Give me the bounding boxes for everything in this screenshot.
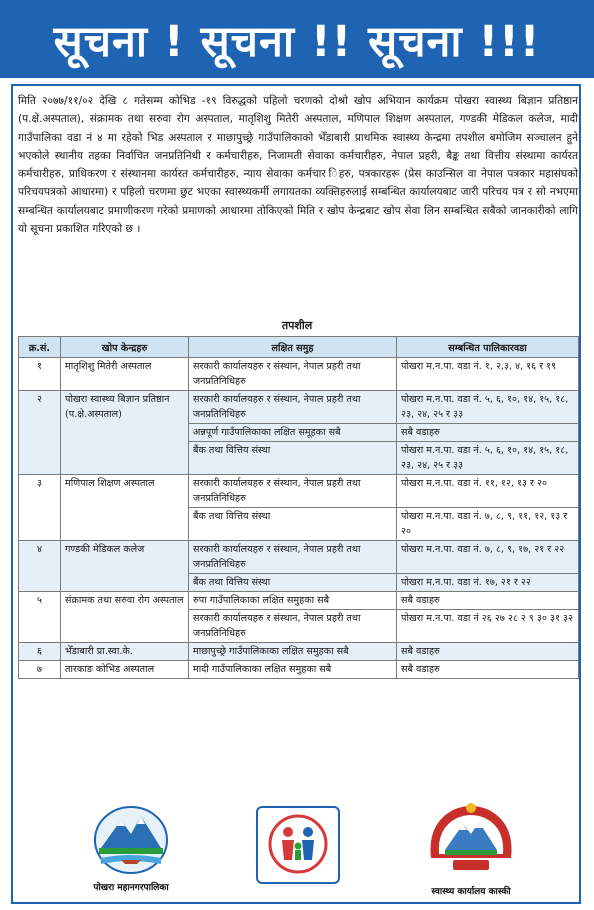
family-planning-logo <box>256 806 340 884</box>
table-header-row <box>19 337 579 358</box>
cell-vaccination-center: मणिपाल शिक्षण अस्पताल <box>61 475 189 541</box>
cell-target-group: अन्नपूर्ण गाउँपालिकाका लक्षित समूहका सबै <box>189 424 397 442</box>
cell-wards: पोखरा म.न.पा. वडा नं. ७, ८, ९, १७, २१ र २२ <box>397 541 579 574</box>
health-office-caption: स्वास्थ्य कार्यालय कास्की <box>431 887 511 897</box>
cell-wards: पोखरा म.न.पा. वडा नं. १, २,३, ४, १६ र १९ <box>397 358 579 391</box>
table-row <box>19 661 579 679</box>
cell-target-group: सरकारी कार्यालयहरु र संस्थान, नेपाल प्रहरी तथा जनप्रतिनिधिहरु <box>189 610 397 643</box>
pokhara-metropolitan-emblem-icon <box>91 804 171 876</box>
cell-target-group: सरकारी कार्यालयहरु र संस्थान, नेपाल प्रहरी तथा जनप्रतिनिधिहरु <box>189 541 397 574</box>
table-row <box>19 541 579 574</box>
header-serial-number: क्र.सं. <box>19 337 61 358</box>
cell-wards: सबै वडाहरु <box>397 592 579 610</box>
cell-wards: पोखरा म.न.पा. वडा नं. ५, ६, १०, १४, १५, १८, २३, २४, २५ र ३३ <box>397 391 579 424</box>
cell-target-group: बैंक तथा वित्तिय संस्था <box>189 442 397 475</box>
cell-wards: पोखरा म.न.पा. वडा नं. ७, ८, ९, ११, १२, १३ र २० <box>397 508 579 541</box>
cell-target-group: सरकारी कार्यालयहरु र संस्थान, नेपाल प्रहरी तथा जनप्रतिनिधिहरु <box>189 391 397 424</box>
table-row <box>19 391 579 424</box>
cell-serial-number: ५ <box>19 592 61 643</box>
cell-wards: पोखरा म.न.पा. वडा नं. १७, २१ र २२ <box>397 574 579 592</box>
table-row <box>19 643 579 661</box>
table-row <box>19 592 579 610</box>
notice-body: मिति २०७७/११/०२ देखि ८ गतेसम्म कोभिड -१९ विरुद्धको पहिलो चरणको दोश्रो खोप अभियान कार्यक्रम पोखरा स्वास्थ्य बिज्ञान प्रतिष्ठान (प.क्षे.अस्पताल), संक्रामक तथा सरुवा रोग अस्पताल, मातृशिशु मितेरी अस्पताल, मणिपाल शिक्षण अस्पताल, गण्डकी मेडिकल कलेज, मादी गाउँपालिका वडा नं ४ मा रहेको भिड अस्पताल र माछापुच्छ्रे गाउँपालिकाको भेँडाबारी प्राथमिक स्वास्थ्य केन्द्रमा तपशील बमोजिम सञ्चालन हुने भएकोले स्थानीय तहका निर्वाचित जनप्रतिनिधी र कर्मचारीहरु, निजामती सेवाका कर्मचारीहरु, नेपाल प्रहरी, बैङ्क तथा वित्तीय संस्थामा कार्यरत कर्मचारीहरु, प्राधिकरण र संस्थानमा कार्यरत कर्मचारीहरु, न्याय सेवाका कर्मचार िहरु, पत्रकारहरू (प्रेस काउन्सिल वा नेपाल पत्रकार महासंघको परिचयपत्रको आधारमा) र पहिलो चरणमा छुट भएका स्वास्थ्यकर्मी लगायतका व्यक्तिहरुलाई सम्बन्धित कार्यालयबाट जारी परिचय पत्र र सो नभएमा सम्बन्धित कार्यालयबाट प्रमाणीकरण गरेको प्रमाणको आधारमा तोकिएको मिति र खोप केन्द्रबाट खोप सेवा लिन सम्बन्धित सबैको जानकारीको लागि यो सूचना प्रकाशित गरिएको छ । <box>18 95 578 236</box>
cell-wards: पोखरा म.न.पा. वडा नं. ११, १२, १३ र २० <box>397 475 579 508</box>
table-row <box>19 475 579 508</box>
health-office-logo <box>391 800 551 904</box>
pokhara-logo-caption: पोखरा महानगरपालिका <box>93 883 169 893</box>
cell-vaccination-center: संक्रामक तथा सरुवा रोग अस्पताल <box>61 592 189 643</box>
family-planning-emblem-icon <box>258 808 338 882</box>
cell-target-group: सरकारी कार्यालयहरु र संस्थान, नेपाल प्रहरी तथा जनप्रतिनिधिहरु <box>189 475 397 508</box>
cell-target-group: माछापुच्छ्रे गाउँपालिकाका लक्षित समुहका सबै <box>189 643 397 661</box>
cell-wards: सबै वडाहरु <box>397 661 579 679</box>
table-caption: तपशील <box>281 319 313 332</box>
cell-vaccination-center: भेँडाबारी प्रा.स्वा.के. <box>61 643 189 661</box>
header-wards: सम्बन्धित पालिकारवडा <box>397 337 579 358</box>
cell-vaccination-center: मातृशिशु मितेरी अस्पताल <box>61 358 189 391</box>
nepal-government-emblem-icon <box>423 800 519 880</box>
cell-serial-number: २ <box>19 391 61 475</box>
cell-wards: सबै वडाहरु <box>397 424 579 442</box>
cell-vaccination-center: गण्डकी मेडिकल कलेज <box>61 541 189 592</box>
table-row <box>19 358 579 391</box>
cell-serial-number: ६ <box>19 643 61 661</box>
logo-strip <box>11 800 581 904</box>
cell-target-group: रुपा गाउँपालिकाका लक्षित समुहका सबै <box>189 592 397 610</box>
cell-wards: सबै वडाहरु <box>397 643 579 661</box>
cell-serial-number: ४ <box>19 541 61 592</box>
pokhara-logo <box>71 804 191 904</box>
cell-serial-number: ७ <box>19 661 61 679</box>
cell-vaccination-center: तारकाङ कोभिड अस्पताल <box>61 661 189 679</box>
vaccination-schedule-table <box>18 336 579 679</box>
banner-title: सूचना ! सूचना !! सूचना !!! <box>53 16 541 67</box>
notice-banner <box>0 0 594 78</box>
cell-serial-number: ३ <box>19 475 61 541</box>
cell-wards: पोखरा म.न.पा. वडा नं २६ २७ २८ २ ९ ३० ३१ ३२ <box>397 610 579 643</box>
cell-target-group: सरकारी कार्यालयहरु र संस्थान, नेपाल प्रहरी तथा जनप्रतिनिधिहरु <box>189 358 397 391</box>
cell-target-group: बैंक तथा वित्तिय संस्था <box>189 574 397 592</box>
header-target-group: लक्षित समुह <box>189 337 397 358</box>
cell-vaccination-center: पोखरा स्वास्थ्य बिज्ञान प्रतिष्ठान (प.क्षे.अस्पताल) <box>61 391 189 475</box>
cell-wards: पोखरा म.न.पा. वडा नं. ५, ६, १०, १४, १५, १८, २३, २४, २५ र ३३ <box>397 442 579 475</box>
cell-target-group: मादी गाउँपालिकाका लक्षित समुहका सबै <box>189 661 397 679</box>
table-body <box>19 358 579 679</box>
cell-target-group: बैंक तथा वित्तिय संस्था <box>189 508 397 541</box>
cell-serial-number: १ <box>19 358 61 391</box>
header-vaccination-center: खोप केन्द्रहरु <box>61 337 189 358</box>
